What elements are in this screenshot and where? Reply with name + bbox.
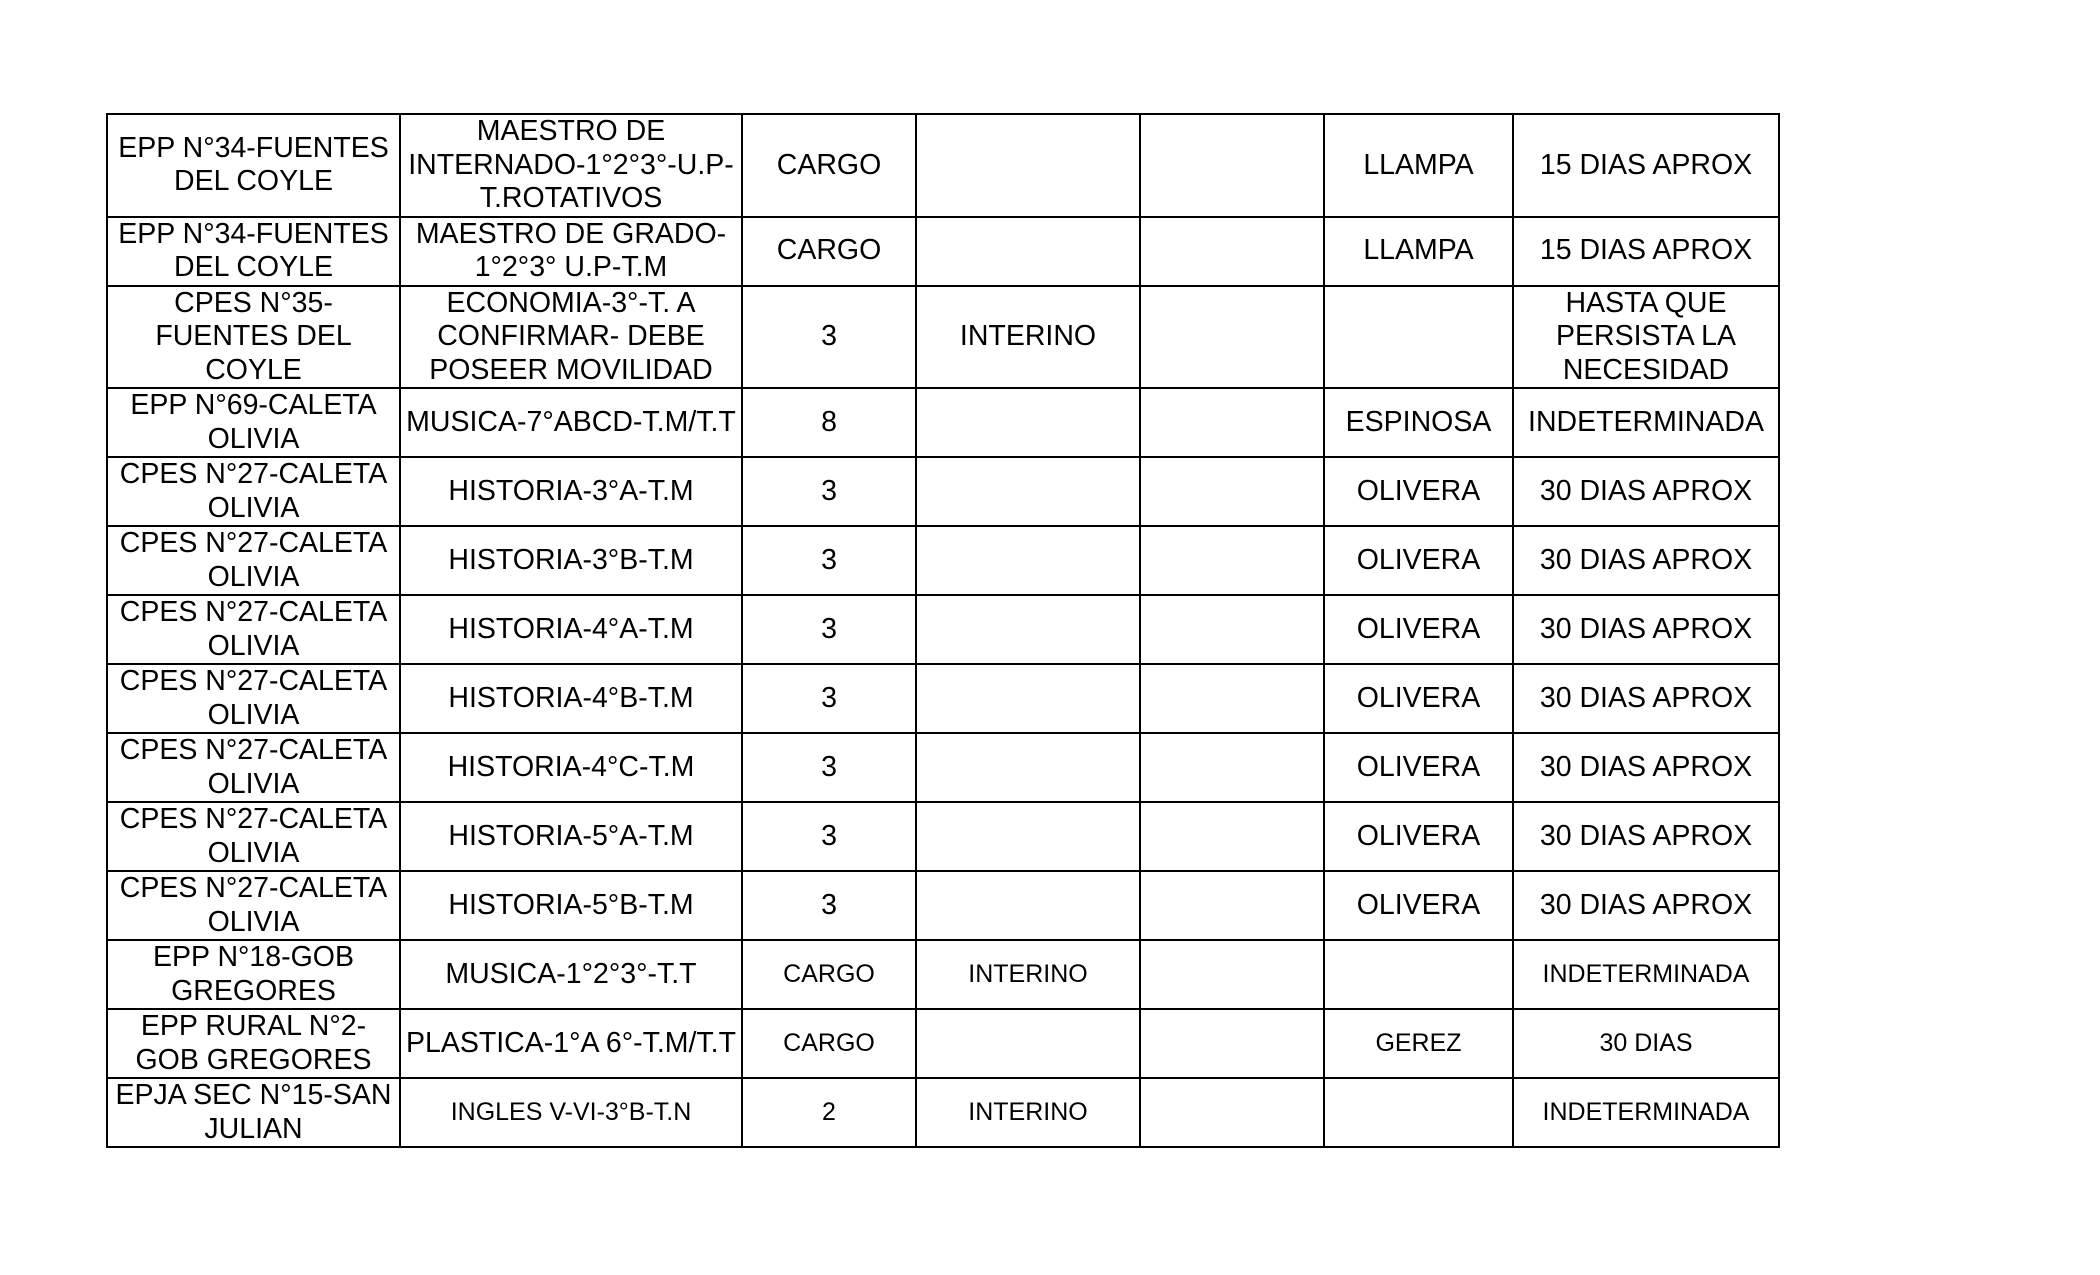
duration-cell: INDETERMINADA [1513,1078,1779,1147]
vacancy-table [106,113,1780,1148]
subject-cell: HISTORIA-4°C-T.M [400,733,742,802]
school-cell: EPP N°34-FUENTES DEL COYLE [107,114,400,217]
situation-cell [916,1009,1140,1078]
hours-cell: 3 [742,871,916,940]
replaces-cell: OLIVERA [1324,595,1513,664]
duration-cell: 15 DIAS APROX [1513,217,1779,286]
blank-cell [1140,595,1324,664]
school-cell: CPES N°27-CALETA OLIVIA [107,733,400,802]
hours-cell: 3 [742,595,916,664]
school-cell: CPES N°27-CALETA OLIVIA [107,802,400,871]
school-cell: CPES N°27-CALETA OLIVIA [107,595,400,664]
blank-cell [1140,1078,1324,1147]
subject-cell: HISTORIA-3°B-T.M [400,526,742,595]
blank-cell [1140,802,1324,871]
table-row [107,1009,1779,1078]
blank-cell [1140,733,1324,802]
replaces-cell: ESPINOSA [1324,388,1513,457]
table-row [107,871,1779,940]
replaces-cell [1324,1078,1513,1147]
replaces-cell [1324,940,1513,1009]
hours-cell: 8 [742,388,916,457]
blank-cell [1140,286,1324,389]
replaces-cell [1324,286,1513,389]
blank-cell [1140,217,1324,286]
hours-cell: CARGO [742,114,916,217]
duration-cell: 30 DIAS APROX [1513,457,1779,526]
hours-cell: 2 [742,1078,916,1147]
table-row [107,1078,1779,1147]
table-row [107,526,1779,595]
replaces-cell: OLIVERA [1324,733,1513,802]
table-row [107,940,1779,1009]
table-row [107,286,1779,389]
hours-cell: CARGO [742,940,916,1009]
duration-cell: 30 DIAS APROX [1513,664,1779,733]
table-row [107,217,1779,286]
situation-cell [916,526,1140,595]
blank-cell [1140,114,1324,217]
subject-cell: MUSICA-7°ABCD-T.M/T.T [400,388,742,457]
subject-cell: MUSICA-1°2°3°-T.T [400,940,742,1009]
replaces-cell: OLIVERA [1324,457,1513,526]
duration-cell: 30 DIAS APROX [1513,871,1779,940]
table-row [107,733,1779,802]
subject-cell: HISTORIA-5°B-T.M [400,871,742,940]
duration-cell: 15 DIAS APROX [1513,114,1779,217]
blank-cell [1140,457,1324,526]
situation-cell [916,388,1140,457]
replaces-cell: LLAMPA [1324,114,1513,217]
hours-cell: 3 [742,664,916,733]
hours-cell: 3 [742,733,916,802]
blank-cell [1140,940,1324,1009]
duration-cell: INDETERMINADA [1513,940,1779,1009]
duration-cell: 30 DIAS APROX [1513,526,1779,595]
subject-cell: MAESTRO DE INTERNADO-1°2°3°-U.P-T.ROTATIVOS [400,114,742,217]
subject-cell: PLASTICA-1°A 6°-T.M/T.T [400,1009,742,1078]
subject-cell: HISTORIA-4°A-T.M [400,595,742,664]
blank-cell [1140,388,1324,457]
school-cell: EPP RURAL N°2-GOB GREGORES [107,1009,400,1078]
blank-cell [1140,1009,1324,1078]
replaces-cell: OLIVERA [1324,802,1513,871]
situation-cell [916,802,1140,871]
hours-cell: 3 [742,457,916,526]
duration-cell: HASTA QUE PERSISTA LA NECESIDAD [1513,286,1779,389]
situation-cell [916,871,1140,940]
hours-cell: CARGO [742,1009,916,1078]
school-cell: EPP N°69-CALETA OLIVIA [107,388,400,457]
situation-cell [916,664,1140,733]
table-row [107,114,1779,217]
school-cell: CPES N°27-CALETA OLIVIA [107,871,400,940]
school-cell: EPJA SEC N°15-SAN JULIAN [107,1078,400,1147]
subject-cell: INGLES V-VI-3°B-T.N [400,1078,742,1147]
hours-cell: CARGO [742,217,916,286]
replaces-cell: OLIVERA [1324,526,1513,595]
situation-cell [916,457,1140,526]
hours-cell: 3 [742,526,916,595]
replaces-cell: GEREZ [1324,1009,1513,1078]
situation-cell: INTERINO [916,1078,1140,1147]
school-cell: CPES N°27-CALETA OLIVIA [107,526,400,595]
school-cell: EPP N°34-FUENTES DEL COYLE [107,217,400,286]
situation-cell [916,114,1140,217]
replaces-cell: OLIVERA [1324,871,1513,940]
duration-cell: 30 DIAS [1513,1009,1779,1078]
situation-cell [916,733,1140,802]
blank-cell [1140,664,1324,733]
situation-cell: INTERINO [916,286,1140,389]
situation-cell: INTERINO [916,940,1140,1009]
table-row [107,595,1779,664]
school-cell: CPES N°35-FUENTES DEL COYLE [107,286,400,389]
replaces-cell: LLAMPA [1324,217,1513,286]
school-cell: CPES N°27-CALETA OLIVIA [107,664,400,733]
duration-cell: 30 DIAS APROX [1513,595,1779,664]
table-row [107,802,1779,871]
school-cell: CPES N°27-CALETA OLIVIA [107,457,400,526]
duration-cell: 30 DIAS APROX [1513,733,1779,802]
table-row [107,664,1779,733]
duration-cell: 30 DIAS APROX [1513,802,1779,871]
blank-cell [1140,871,1324,940]
school-cell: EPP N°18-GOB GREGORES [107,940,400,1009]
situation-cell [916,217,1140,286]
subject-cell: HISTORIA-5°A-T.M [400,802,742,871]
subject-cell: MAESTRO DE GRADO-1°2°3° U.P-T.M [400,217,742,286]
table-row [107,457,1779,526]
situation-cell [916,595,1140,664]
duration-cell: INDETERMINADA [1513,388,1779,457]
hours-cell: 3 [742,802,916,871]
blank-cell [1140,526,1324,595]
subject-cell: ECONOMIA-3°-T. A CONFIRMAR- DEBE POSEER MOVILIDAD [400,286,742,389]
subject-cell: HISTORIA-4°B-T.M [400,664,742,733]
hours-cell: 3 [742,286,916,389]
table-row [107,388,1779,457]
subject-cell: HISTORIA-3°A-T.M [400,457,742,526]
replaces-cell: OLIVERA [1324,664,1513,733]
